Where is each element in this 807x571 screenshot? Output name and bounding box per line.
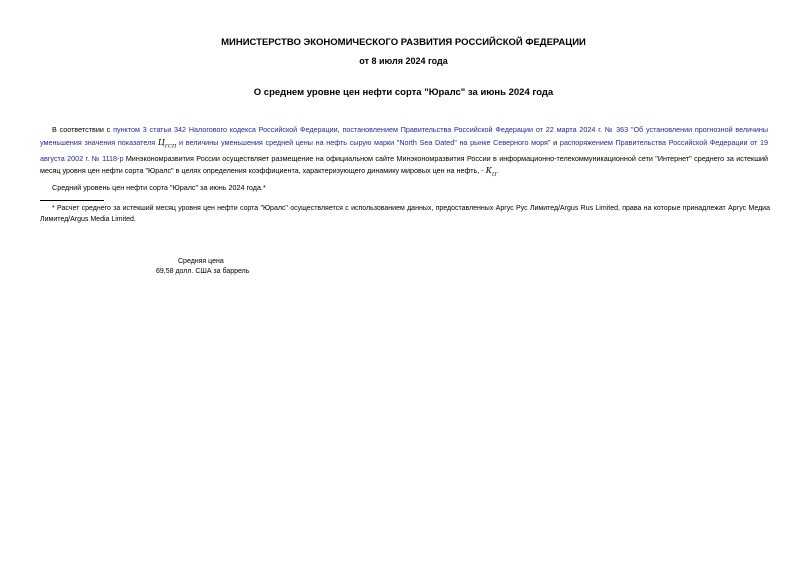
footnote: * Расчет среднего за истекший месяц уровня цен нефти сорта "Юралс" осуществляется с использованием данных, предоставленных Аргус Рус Лимитед/Argus Rus Limited, права на которые принадлежат Аргус Медиа Лимитед/Argus Media Limited. (40, 205, 770, 223)
average-level-line: Средний уровень цен нефти сорта "Юралс" за июнь 2024 года.* (52, 183, 266, 192)
paragraph-conjunction: и (550, 137, 560, 147)
formula-symbol-k-subscript: Ц (491, 171, 497, 178)
order-1118-link[interactable]: распоряжением Правительства Российской Федерации от 19 августа 2002 г. № 1118-р (40, 137, 769, 163)
north-sea-dated-link[interactable]: и величины уменьшения средней цены на нефть сырую марки "North Sea Dated" на рынке Северного моря" (179, 137, 551, 147)
main-paragraph (40, 124, 768, 181)
resolution-363-link[interactable]: постановлением Правительства Российской Федерации от 22 марта 2024 г. № 363 "Об установлении прогнозной величины уменьшения значения показателя (40, 125, 768, 147)
formula-symbol-k (485, 166, 497, 178)
paragraph-intro: В соответствии с (52, 125, 114, 134)
paragraph-end: . (496, 166, 499, 176)
formula-symbol-c (157, 137, 177, 150)
price-caption: Средняя цена (178, 258, 224, 265)
footnote-divider (40, 200, 104, 201)
tax-code-link[interactable]: пунктом 3 статьи 342 Налогового кодекса Российской Федерации (113, 125, 338, 134)
document-title: О среднем уровне цен нефти сорта "Юралс" за июнь 2024 года (253, 87, 554, 98)
formula-symbol-k-letter: К (485, 166, 492, 176)
ministry-heading: МИНИСТЕРСТВО ЭКОНОМИЧЕСКОГО РАЗВИТИЯ РОССИЙСКОЙ ФЕДЕРАЦИИ (221, 37, 586, 48)
formula-symbol-c-letter: Ц (157, 137, 165, 147)
price-value: 69,58 долл. США за баррель (156, 268, 250, 275)
document-date: от 8 июля 2024 года (359, 56, 448, 66)
formula-symbol-c-subscript: ГСП (164, 143, 177, 150)
paragraph-body: Минэкономразвития России осуществляет размещение на официальном сайте Минэкономразвития России в информационно-телекоммуникационной сети "Интернет" среднего за истекший месяц уровня цен нефти сорта "Юралс" в целях определения коэффициента, характеризующего динамику мировых цен на нефть, - (40, 153, 768, 176)
paragraph-separator: , (337, 125, 343, 134)
